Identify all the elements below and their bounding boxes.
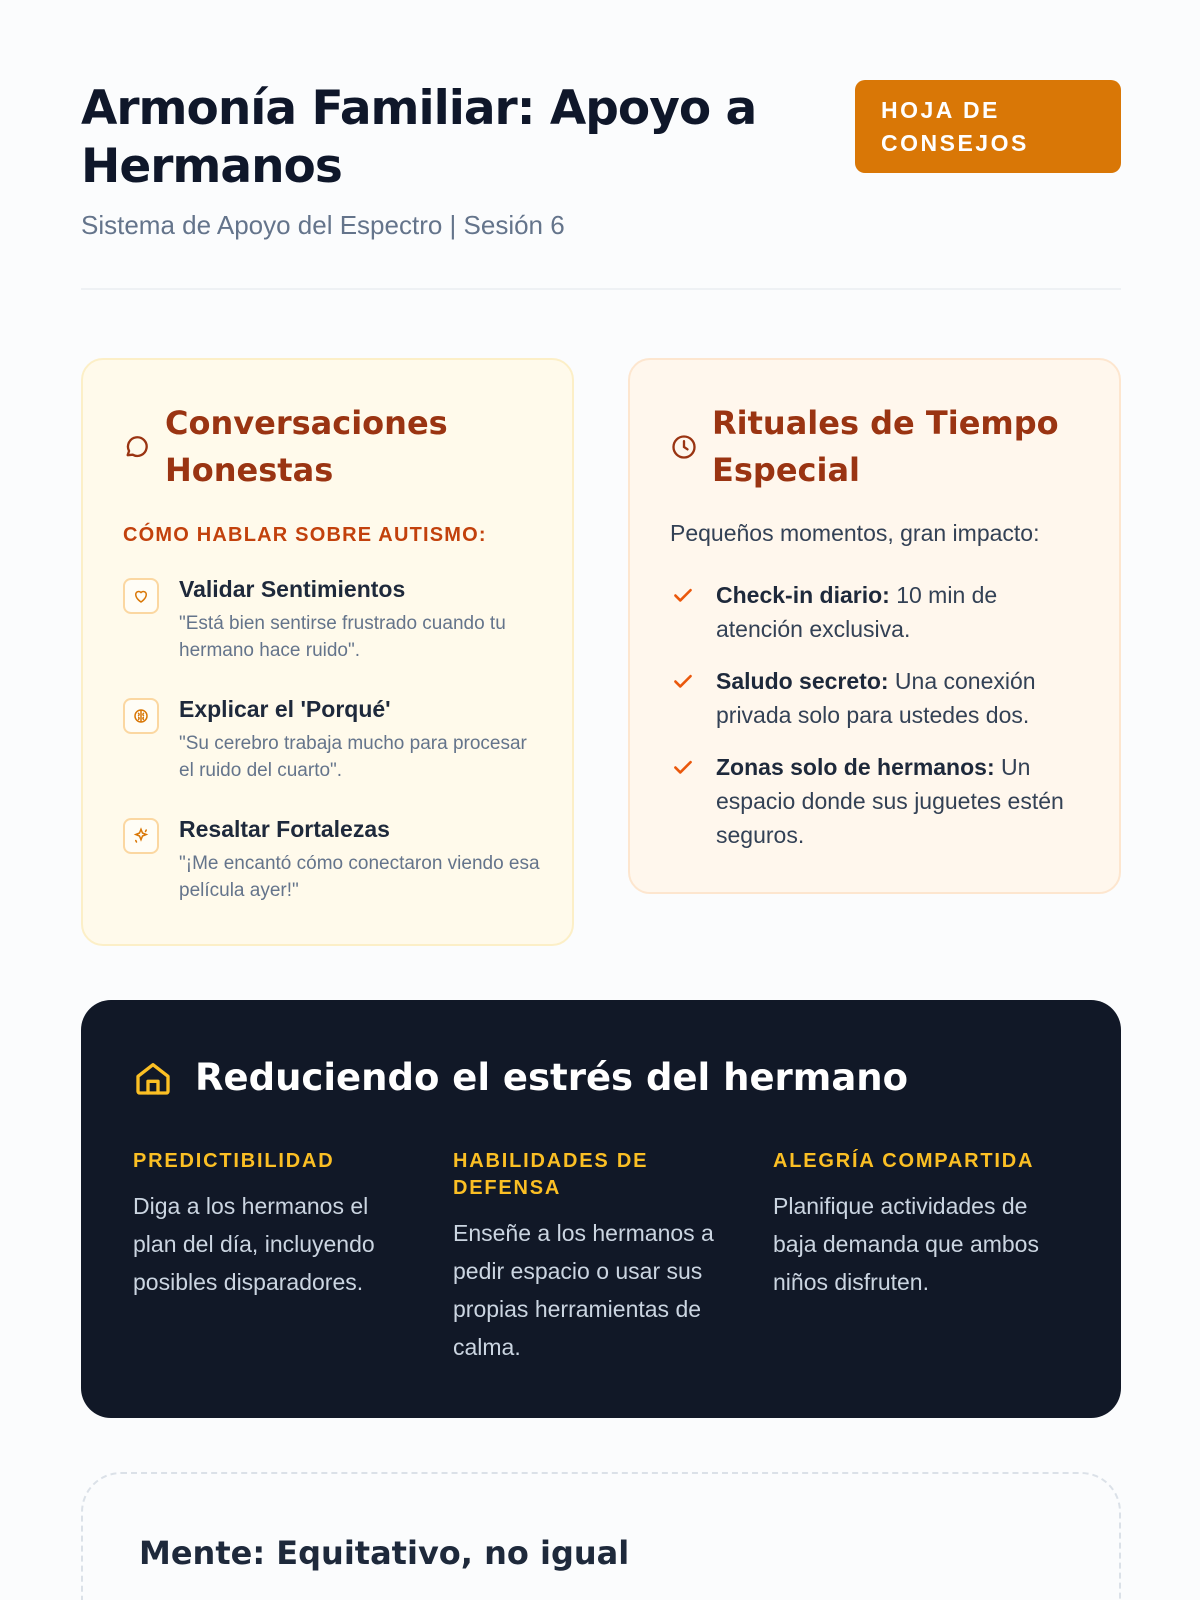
list-item <box>123 814 543 904</box>
list-item <box>123 574 543 664</box>
tip-title: Validar Sentimientos <box>179 576 406 602</box>
column-title: ALEGRÍA COMPARTIDA <box>773 1150 1035 1172</box>
stress-column <box>773 1148 1093 1366</box>
column-title: HABILIDADES DE DEFENSA <box>453 1150 649 1199</box>
ritual-label: Saludo secreto: <box>716 668 889 694</box>
check-icon <box>670 582 696 608</box>
list-item <box>670 578 1090 646</box>
chat-bubble-icon <box>123 433 151 461</box>
mindset-card <box>81 1472 1121 1600</box>
mindset-title: Mente: Equitativo, no igual <box>139 1534 630 1572</box>
column-title: PREDICTIBILIDAD <box>133 1150 335 1172</box>
section-kicker: CÓMO HABLAR SOBRE AUTISMO: <box>123 524 487 546</box>
clock-icon <box>670 433 698 461</box>
check-icon <box>670 754 696 780</box>
tip-quote: "Está bien sentirse frustrado cuando tu hermano hace ruido". <box>179 613 506 661</box>
ritual-label: Check-in diario: <box>716 582 890 608</box>
page-subtitle: Sistema de Apoyo del Espectro | Sesión 6 <box>81 210 565 240</box>
tipsheet-badge: HOJA DE CONSEJOS <box>855 80 1121 173</box>
tip-quote: "¡Me encantó cómo conectaron viendo esa película ayer!" <box>179 853 540 901</box>
heart-icon <box>123 578 159 614</box>
ritual-text <box>716 664 1090 732</box>
ritual-desc: Un espacio donde sus juguetes estén seguros. <box>716 754 1064 848</box>
page-title: Armonía Familiar: Apoyo a Hermanos <box>81 81 757 194</box>
page-header <box>81 80 1121 241</box>
ritual-text <box>716 578 1090 646</box>
ritual-text <box>716 750 1090 852</box>
stress-column <box>453 1148 773 1366</box>
ritual-list <box>670 578 1090 870</box>
stress-columns <box>133 1148 1093 1366</box>
ritual-desc: 10 min de atención exclusiva. <box>716 582 998 642</box>
ritual-desc: Una conexión privada solo para ustedes dos. <box>716 668 1036 728</box>
column-body: Enseñe a los hermanos a pedir espacio o usar sus propias herramientas de calma. <box>453 1220 714 1360</box>
card-conversaciones <box>81 358 574 946</box>
home-icon <box>133 1058 173 1098</box>
tip-title: Resaltar Fortalezas <box>179 816 390 842</box>
tip-title: Explicar el 'Porqué' <box>179 696 391 722</box>
tip-quote: "Su cerebro trabaja mucho para procesar el ruido del cuarto". <box>179 733 527 781</box>
card-title: Conversaciones Honestas <box>165 404 448 489</box>
brain-icon <box>123 698 159 734</box>
card-rituales <box>628 358 1121 894</box>
stress-panel <box>81 1000 1121 1418</box>
tips-list <box>123 574 543 934</box>
panel-title: Reduciendo el estrés del hermano <box>195 1056 909 1099</box>
column-body: Planifique actividades de baja demanda que ambos niños disfruten. <box>773 1193 1039 1295</box>
list-item <box>670 664 1090 732</box>
header-divider <box>81 288 1121 290</box>
sparkle-icon <box>123 818 159 854</box>
list-item <box>123 694 543 784</box>
check-icon <box>670 668 696 694</box>
stress-column <box>133 1148 453 1366</box>
list-item <box>670 750 1090 852</box>
ritual-label: Zonas solo de hermanos: <box>716 754 995 780</box>
card-title: Rituales de Tiempo Especial <box>712 404 1059 489</box>
column-body: Diga a los hermanos el plan del día, incluyendo posibles disparadores. <box>133 1193 375 1295</box>
card-intro: Pequeños momentos, gran impacto: <box>670 520 1040 546</box>
